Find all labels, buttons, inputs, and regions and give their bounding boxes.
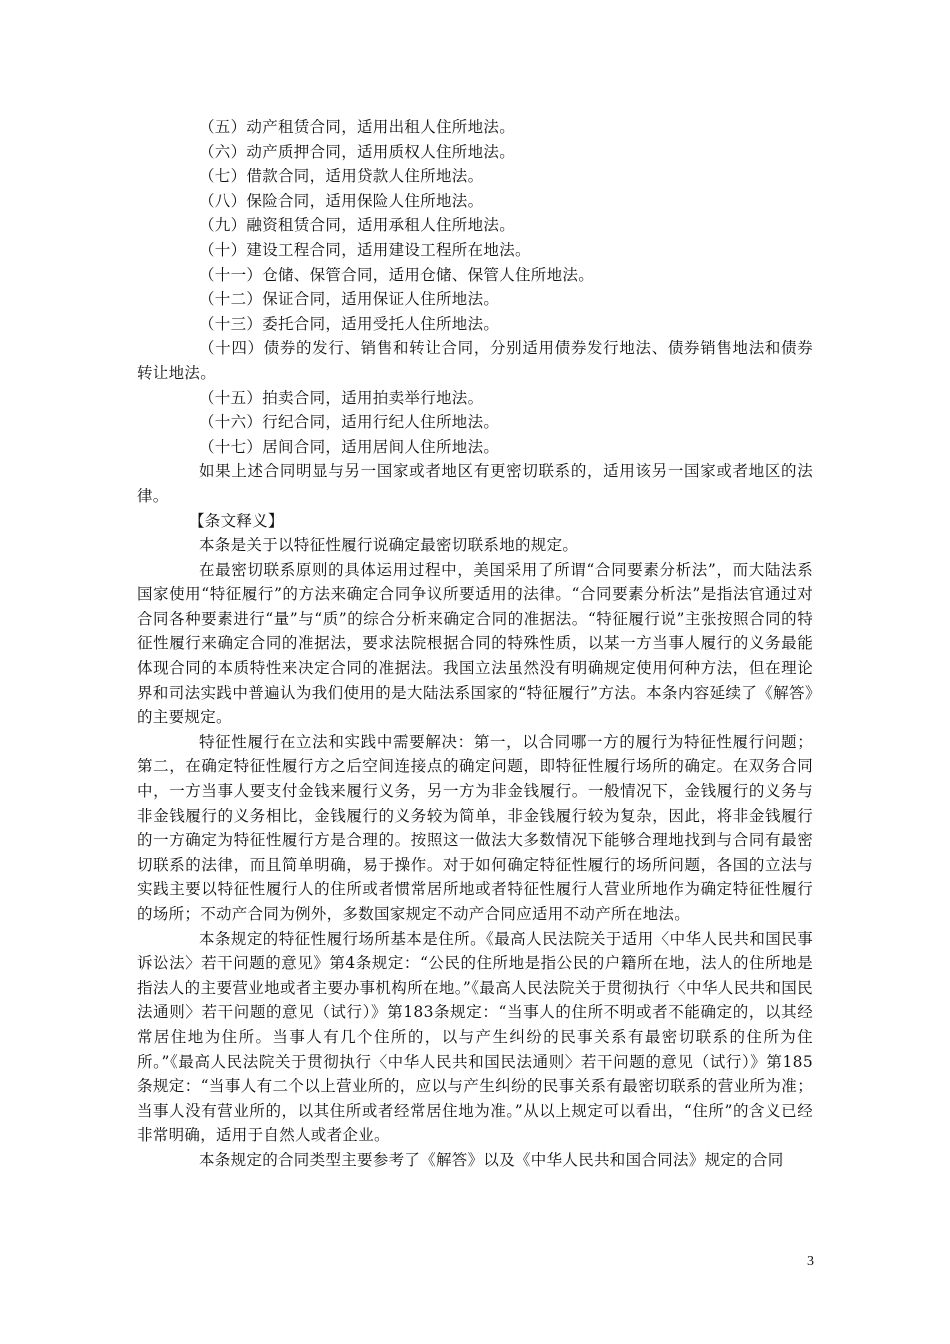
list-item-16: （十六）行纪合同，适用行纪人住所地法。 bbox=[199, 413, 500, 432]
list-item-13: （十三）委托合同，适用受托人住所地法。 bbox=[199, 314, 500, 333]
paragraph-intro: 本条是关于以特征性履行说确定最密切联系地的规定。 bbox=[199, 536, 579, 555]
list-item-6: （六）动产质押合同，适用质权人住所地法。 bbox=[199, 142, 516, 161]
list-item-11: （十一）仓储、保管合同，适用仓储、保管人住所地法。 bbox=[199, 265, 595, 284]
section-heading: 【条文释义】 bbox=[189, 511, 284, 530]
list-item-9: （九）融资租赁合同，适用承租人住所地法。 bbox=[199, 216, 516, 235]
list-item-8: （八）保险合同，适用保险人住所地法。 bbox=[199, 191, 484, 210]
paragraph-domicile: 本条规定的特征性履行场所基本是住所。《最高人民法院关于适用〈中华人民共和国民事诉讼法〉若干问题的意见》第4条规定：“公民的住所地是指公民的户籍所在地，法人的住所地是指法人的主要营业地或者主要办事机构所在地。”《最高人民法院关于贯彻执行〈中华人民共和国民法通则〉若干问题的意见（试行）》第183条规定：“当事人的住所不明或者不能确定的，以其经常居住地为住所。当事人有几个住所的，以与产生纠纷的民事关系有最密切联系的住所为住所。”《最高人民法院关于贯彻执行〈中华人民共和国民法通则〉若干问题的意见（试行）》第185条规定：“当事人有二个以上营业所的，应以与产生纠纷的民事关系有最密切联系的营业所为准；当事人没有营业所的，以其住所或者经常居住地为准。”从以上规定可以看出，“住所”的含义已经非常明确，适用于自然人或者企业。 bbox=[137, 929, 813, 1145]
page-number: 3 bbox=[807, 1254, 814, 1269]
list-item-17: （十七）居间合同，适用居间人住所地法。 bbox=[199, 437, 500, 456]
paragraph-characteristic-performance: 特征性履行在立法和实践中需要解决：第一，以合同哪一方的履行为特征性履行问题；第二，在确定特征性履行方之后空间连接点的确定问题，即特征性履行场所的确定。在双务合同中，一方当事人要支付金钱来履行义务，另一方为非金钱履行。一般情况下，金钱履行的义务与非金钱履行的义务相比，金钱履行的义务较为简单，非金钱履行较为复杂，因此，将非金钱履行的一方确定为特征性履行方是合理的。按照这一做法大多数情况下能够合理地找到与合同有最密切联系的法律，而且简单明确，易于操作。对于如何确定特征性履行的场所问题，各国的立法与实践主要以特征性履行人的住所或者惯常居所地或者特征性履行人营业所地作为确定特征性履行的场所；不动产合同为例外，多数国家规定不动产合同应适用不动产所在地法。 bbox=[137, 732, 813, 923]
page-content bbox=[137, 115, 813, 1173]
list-item-10: （十）建设工程合同，适用建设工程所在地法。 bbox=[199, 240, 531, 259]
list-item-12: （十二）保证合同，适用保证人住所地法。 bbox=[199, 290, 500, 309]
list-item-15: （十五）拍卖合同，适用拍卖举行地法。 bbox=[199, 388, 484, 407]
list-item-14: （十四）债券的发行、销售和转让合同，分别适用债券发行地法、债券销售地法和债券转让地法。 bbox=[137, 339, 813, 382]
list-item-5: （五）动产租赁合同，适用出租人住所地法。 bbox=[199, 118, 516, 136]
closing-clause: 如果上述合同明显与另一国家或者地区有更密切联系的，适用该另一国家或者地区的法律。 bbox=[137, 462, 813, 505]
paragraph-methods: 在最密切联系原则的具体运用过程中，美国采用了所谓“合同要素分析法”，而大陆法系国家使用“特征履行”的方法来确定合同争议所要适用的法律。“合同要素分析法”是指法官通过对合同各种要素进行“量”与“质”的综合分析来确定合同的准据法。“特征履行说”主张按照合同的特征性履行来确定合同的准据法，要求法院根据合同的特殊性质，以某一方当事人履行的义务最能体现合同的本质特性来决定合同的准据法。我国立法虽然没有明确规定使用何种方法，但在理论界和司法实践中普遍认为我们使用的是大陆法系国家的“特征履行”方法。本条内容延续了《解答》的主要规定。 bbox=[137, 560, 813, 727]
list-item-7: （七）借款合同，适用贷款人住所地法。 bbox=[199, 167, 484, 186]
paragraph-contract-types: 本条规定的合同类型主要参考了《解答》以及《中华人民共和国合同法》规定的合同 bbox=[199, 1150, 784, 1169]
